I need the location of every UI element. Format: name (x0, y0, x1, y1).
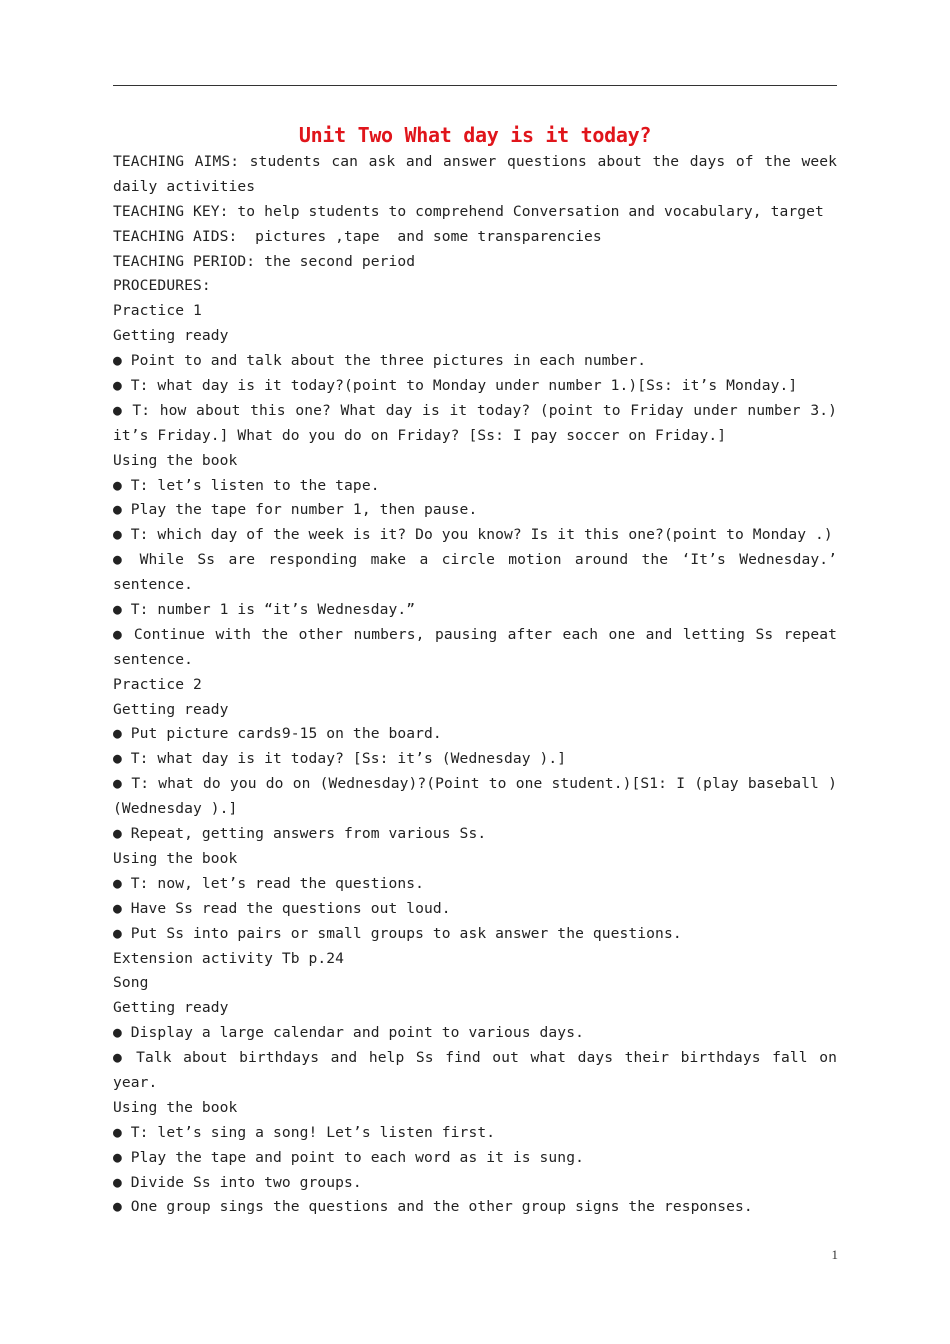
text-line: Getting ready (113, 700, 229, 718)
text-line: Song (113, 974, 149, 992)
text-line: TEACHING PERIOD: the second period (113, 252, 416, 270)
text-line: ● One group sings the questions and the other group signs the responses. (113, 1198, 753, 1216)
text-line: Using the book (113, 849, 238, 867)
text-line: (Wednesday ).] (113, 800, 238, 818)
text-line: ● Continue with the other numbers, pausing after each one and letting Ss repeat (113, 625, 837, 643)
text-line: Getting ready (113, 327, 229, 345)
text-line: Practice 1 (113, 302, 202, 320)
text-line: ● Display a large calendar and point to various days. (113, 1024, 584, 1042)
text-line: TEACHING AIDS: pictures ,tape and some transparencies (113, 227, 602, 245)
text-line: ● Divide Ss into two groups. (113, 1173, 362, 1191)
text-line: ● T: what day is it today? [Ss: it’s (Wednesday ).] (113, 750, 567, 768)
text-line: Using the book (113, 1098, 238, 1116)
text-line: it’s Friday.] What do you do on Friday? [Ss: I pay soccer on Friday.] (113, 426, 727, 444)
header-rule (113, 85, 837, 86)
text-line: ● Play the tape and point to each word as it is sung. (113, 1148, 584, 1166)
text-line: ● T: let’s listen to the tape. (113, 476, 380, 494)
text-line: ● T: which day of the week is it? Do you know? Is it this one?(point to Monday .) (113, 526, 833, 544)
page-number: 1 (831, 1247, 838, 1262)
document-body (113, 150, 837, 1220)
text-line: ● Point to and talk about the three pictures in each number. (113, 352, 647, 370)
text-line: ● Put Ss into pairs or small groups to ask answer the questions. (113, 924, 682, 942)
text-line: ● T: let’s sing a song! Let’s listen first. (113, 1123, 496, 1141)
text-line: PROCEDURES: (113, 277, 211, 295)
text-line: ● Talk about birthdays and help Ss find out what days their birthdays fall on (113, 1049, 837, 1067)
text-line: Getting ready (113, 999, 229, 1017)
text-line: Using the book (113, 451, 238, 469)
text-line: TEACHING AIMS: students can ask and answer questions about the days of the week (113, 153, 837, 170)
text-line: ● Repeat, getting answers from various Ss. (113, 825, 487, 843)
text-line: Practice 2 (113, 675, 202, 693)
text-line: ● T: now, let’s read the questions. (113, 874, 425, 892)
text-line: ● Play the tape for number 1, then pause. (113, 501, 478, 519)
text-line: ● T: number 1 is “it’s Wednesday.” (113, 601, 416, 619)
text-line: Extension activity Tb p.24 (113, 949, 345, 967)
text-line: ● T: what do you do on (Wednesday)?(Point to one student.)[S1: I (play baseball ) (113, 775, 837, 793)
text-line: sentence. (113, 650, 193, 668)
text-line: TEACHING KEY: to help students to comprehend Conversation and vocabulary, target (113, 202, 824, 220)
text-line: ● T: what day is it today?(point to Monday under number 1.)[Ss: it’s Monday.] (113, 377, 798, 395)
text-line: ● Put picture cards9-15 on the board. (113, 725, 442, 743)
text-line: ● Have Ss read the questions out loud. (113, 899, 451, 917)
text-line: ● While Ss are responding make a circle motion around the ‘It’s Wednesday.’ (113, 551, 837, 569)
text-line: year. (113, 1073, 158, 1091)
text-line: daily activities (113, 177, 256, 195)
document-title: Unit Two What day is it today? (298, 123, 652, 147)
text-line: ● T: how about this one? What day is it today? (point to Friday under number 3.) (113, 401, 837, 419)
text-line: sentence. (113, 576, 193, 594)
